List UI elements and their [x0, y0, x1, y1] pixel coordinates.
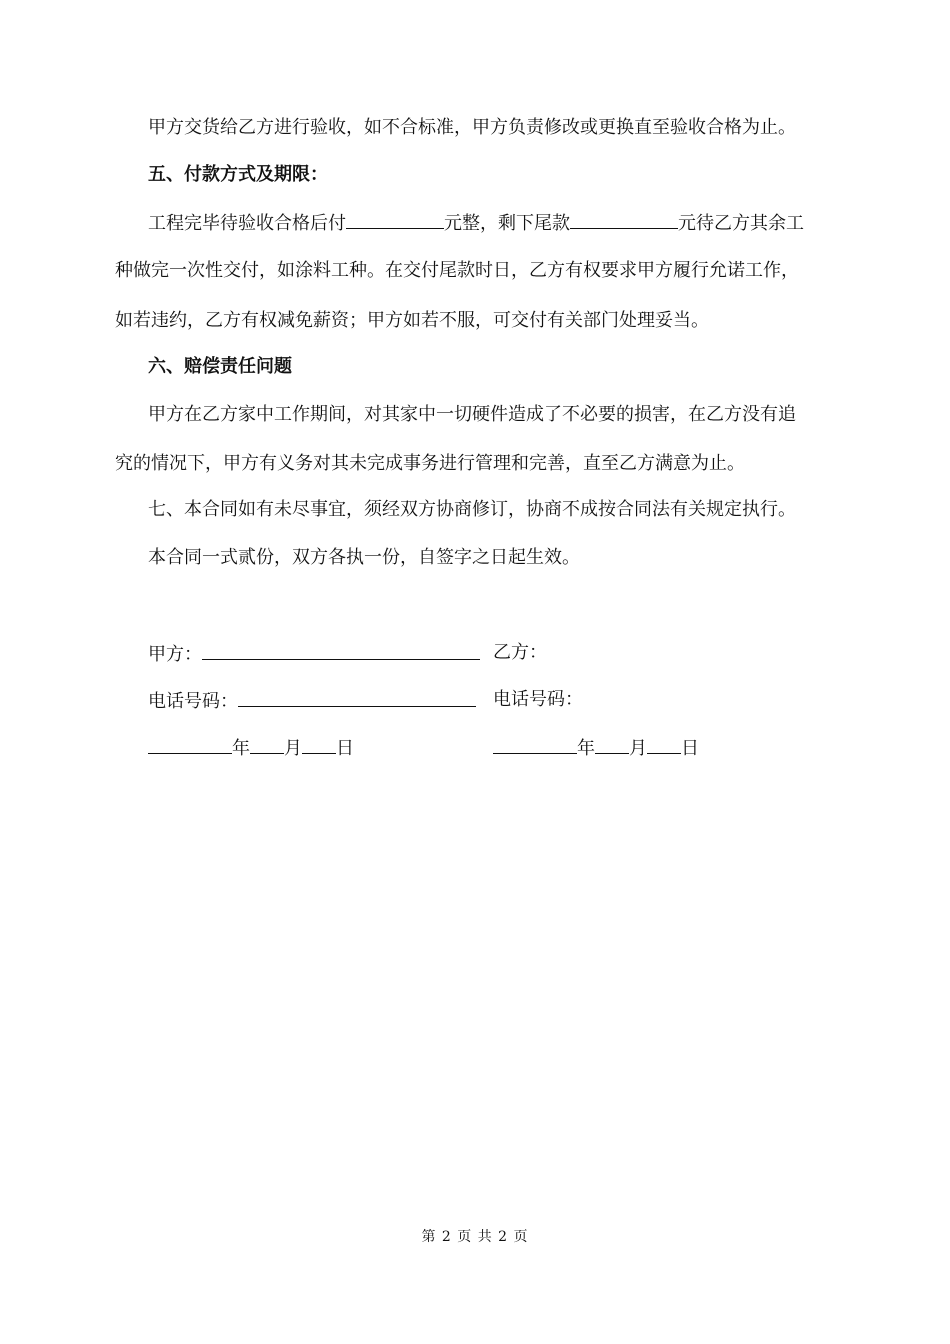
date-b-year: 年 [577, 738, 595, 759]
date-b-month: 月 [629, 738, 647, 759]
party-a-row [148, 641, 480, 667]
date-b-month-blank [595, 735, 629, 754]
heading-compensation: 六、赔偿责任问题 [148, 356, 292, 377]
paragraph-amendments: 七、本合同如有未尽事宜，须经双方协商修订，协商不成按合同法有关规定执行。 [148, 499, 796, 520]
paragraph-payment-line1 [148, 210, 804, 236]
date-b-row [493, 735, 699, 761]
date-a-month: 月 [284, 738, 302, 759]
party-a-label: 甲方： [148, 644, 202, 665]
paragraph-compensation-line1: 甲方在乙方家中工作期间，对其家中一切硬件造成了不必要的损害，在乙方没有追 [148, 404, 796, 425]
date-a-row [148, 735, 354, 761]
paragraph-compensation-line2: 究的情况下，甲方有义务对其未完成事务进行管理和完善，直至乙方满意为止。 [115, 453, 745, 474]
payment-amount-blank [346, 210, 444, 229]
party-b-label: 乙方： [493, 642, 547, 663]
paragraph-copies: 本合同一式贰份，双方各执一份，自签字之日起生效。 [148, 547, 580, 568]
phone-b-label: 电话号码： [493, 689, 583, 710]
paragraph-acceptance: 甲方交货给乙方进行验收，如不合标准，甲方负责修改或更换直至验收合格为止。 [148, 117, 796, 138]
date-a-year-blank [148, 735, 232, 754]
payment-text-1: 工程完毕待验收合格后付 [148, 213, 346, 234]
heading-payment: 五、付款方式及期限： [148, 164, 328, 185]
payment-text-2: 元整，剩下尾款 [444, 213, 570, 234]
party-a-blank [202, 641, 480, 660]
phone-a-label: 电话号码： [148, 691, 238, 712]
date-b-year-blank [493, 735, 577, 754]
date-a-day: 日 [336, 738, 354, 759]
date-a-month-blank [250, 735, 284, 754]
date-b-day-blank [647, 735, 681, 754]
paragraph-payment-line2: 种做完一次性交付，如涂料工种。在交付尾款时日，乙方有权要求甲方履行允诺工作， [115, 260, 799, 281]
date-a-year: 年 [232, 738, 250, 759]
date-b-day: 日 [681, 738, 699, 759]
payment-text-3: 元待乙方其余工 [678, 213, 804, 234]
date-a-day-blank [302, 735, 336, 754]
phone-a-blank [238, 688, 476, 707]
phone-a-row [148, 688, 476, 714]
page-footer: 第 2 页 共 2 页 [421, 1229, 529, 1245]
balance-amount-blank [570, 210, 678, 229]
paragraph-payment-line3: 如若违约，乙方有权减免薪资；甲方如若不服，可交付有关部门处理妥当。 [115, 310, 709, 331]
